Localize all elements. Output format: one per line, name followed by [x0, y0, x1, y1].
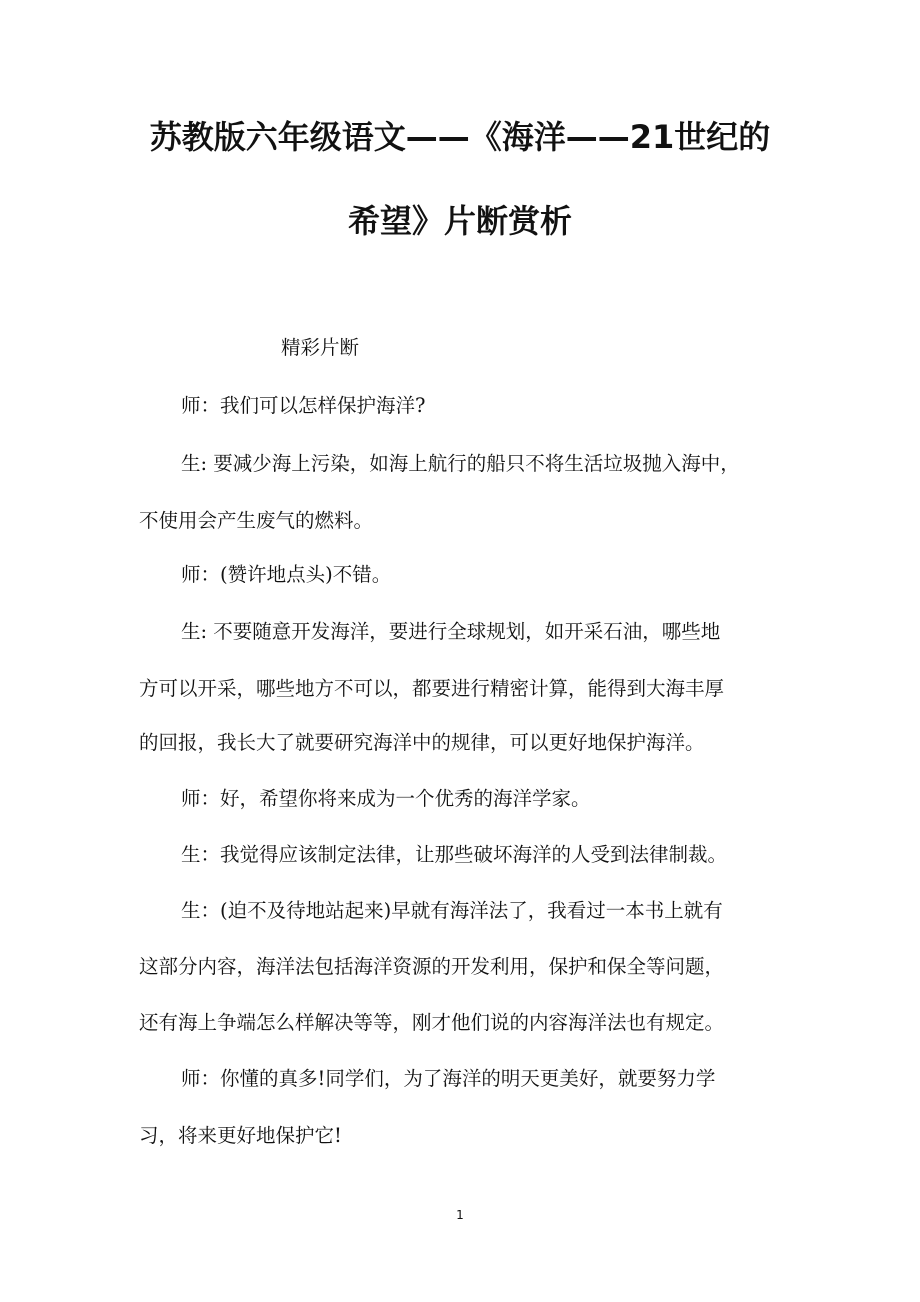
- paragraph-line: 生：(迫不及待地站起来)早就有海洋法了，我看过一本书上就有: [181, 899, 723, 922]
- paragraph-line: 生: 不要随意开发海洋，要进行全球规划，如开采石油，哪些地: [181, 620, 721, 643]
- page-number: 1: [456, 1208, 464, 1222]
- paragraph-line: 习，将来更好地保护它!: [139, 1124, 342, 1147]
- paragraph-line: 还有海上争端怎么样解决等等，刚才他们说的内容海洋法也有规定。: [139, 1011, 725, 1034]
- paragraph-line: 师：好，希望你将来成为一个优秀的海洋学家。: [181, 787, 591, 810]
- document-title-line-1: 苏教版六年级语文——《海洋——21世纪的: [149, 118, 771, 156]
- paragraph-line: 师：我们可以怎样保护海洋?: [181, 394, 426, 417]
- paragraph-line: 方可以开采，哪些地方不可以，都要进行精密计算，能得到大海丰厚: [139, 677, 725, 700]
- paragraph-line: 的回报，我长大了就要研究海洋中的规律，可以更好地保护海洋。: [139, 731, 705, 754]
- section-heading: 精彩片断: [281, 336, 360, 359]
- paragraph-line: 这部分内容，海洋法包括海洋资源的开发利用，保护和保全等问题，: [139, 955, 725, 978]
- paragraph-line: 生：我觉得应该制定法律，让那些破坏海洋的人受到法律制裁。: [181, 843, 728, 866]
- document-title-line-2: 希望》片断赏析: [347, 202, 572, 240]
- paragraph-line: 师：(赞许地点头)不错。: [181, 563, 392, 586]
- paragraph-line: 生: 要减少海上污染，如海上航行的船只不将生活垃圾抛入海中，: [181, 452, 740, 475]
- paragraph-line: 不使用会产生废气的燃料。: [139, 509, 374, 532]
- paragraph-line: 师：你懂的真多!同学们，为了海洋的明天更美好，就要努力学: [181, 1067, 716, 1090]
